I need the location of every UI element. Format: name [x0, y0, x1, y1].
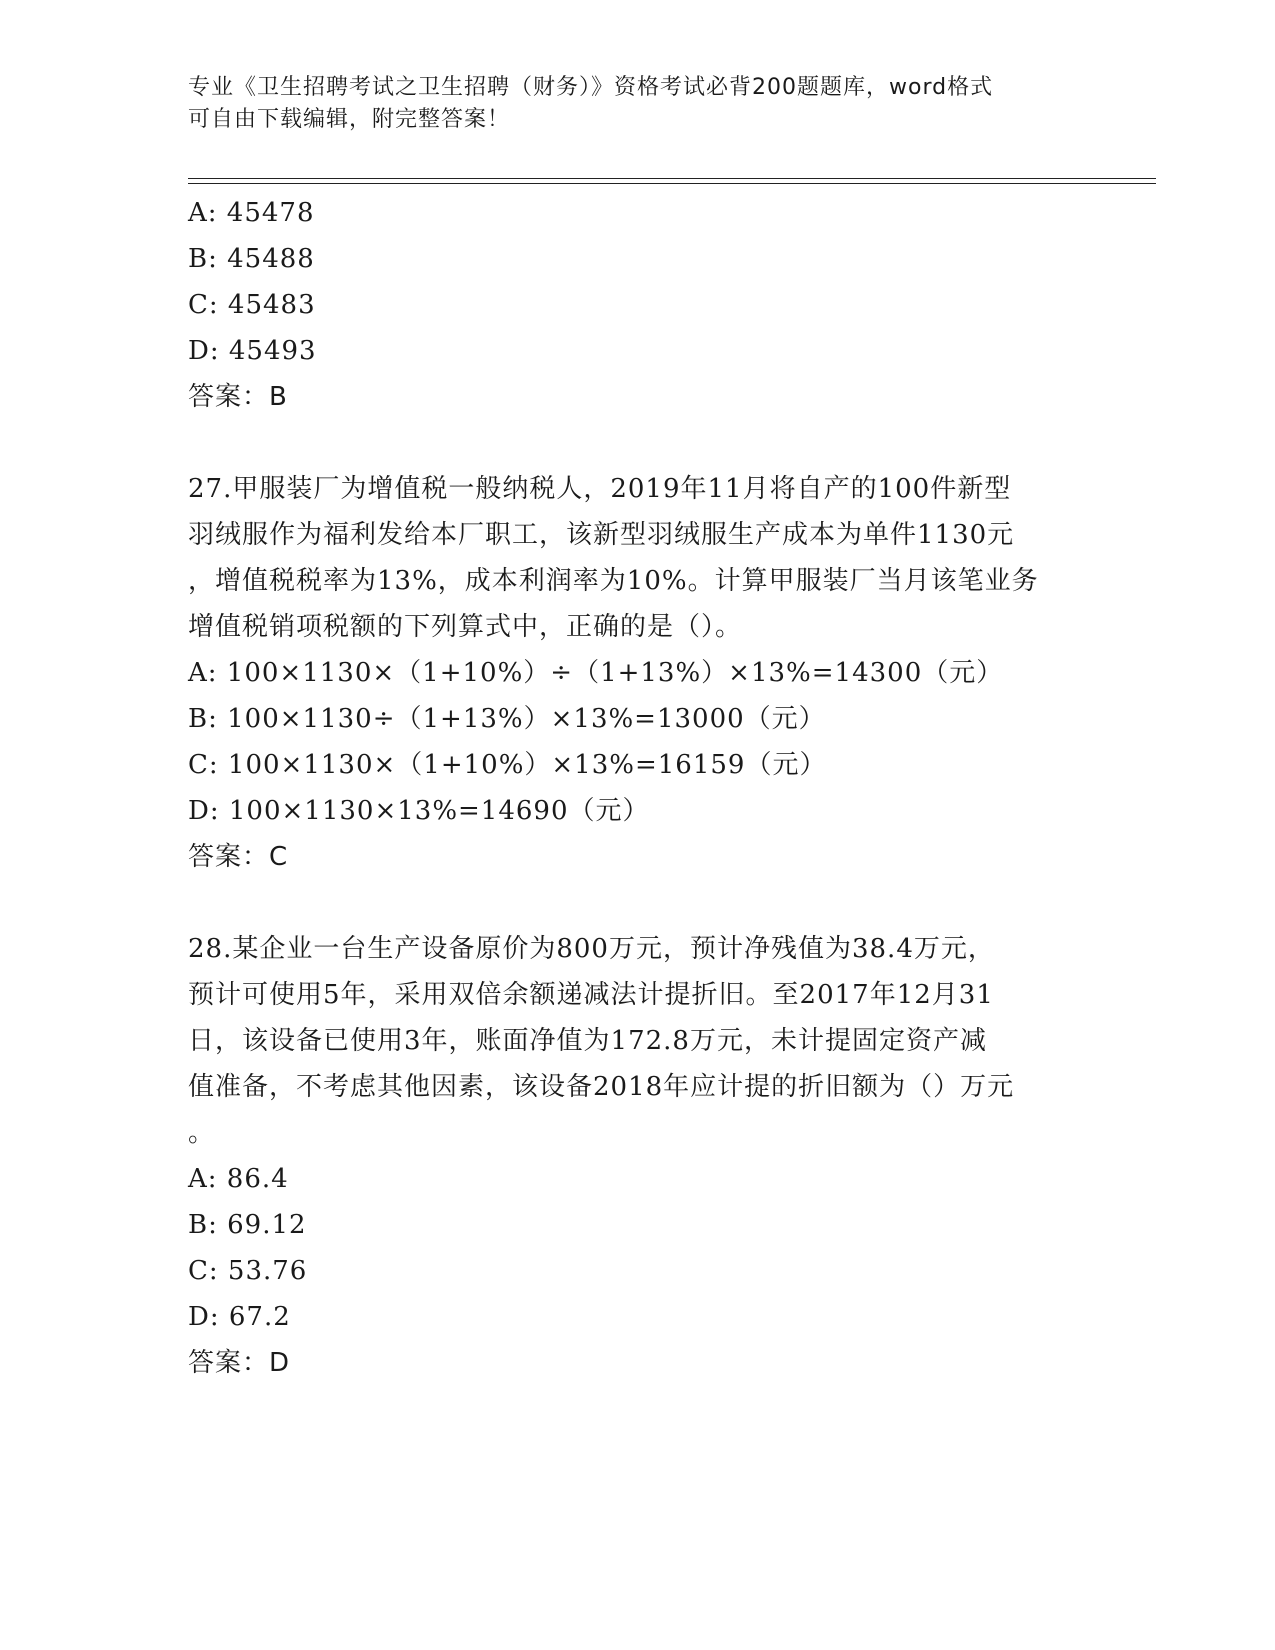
header-divider-top	[188, 178, 1156, 179]
question-28-stem	[188, 926, 1088, 1156]
option-c: C: 53.76	[188, 1256, 308, 1286]
question-28-options	[188, 1156, 1088, 1340]
header-line-1: 专业《卫生招聘考试之卫生招聘（财务）》资格考试必背200题题库，word格式	[188, 75, 994, 100]
question-27-stem	[188, 466, 1088, 650]
spacer	[188, 880, 1088, 926]
question-text-line: 27.甲服装厂为增值税一般纳税人，2019年11月将自产的100件新型	[188, 474, 1012, 504]
question-text-line: 羽绒服作为福利发给本厂职工，该新型羽绒服生产成本为单件1130元	[188, 520, 1015, 550]
question-27-options	[188, 650, 1088, 834]
option-c: C: 100×1130×（1+10%）×13%=16159（元）	[188, 750, 827, 780]
document-header	[188, 72, 1088, 136]
option-b: B: 69.12	[188, 1210, 307, 1240]
option-d: D: 45493	[188, 336, 317, 366]
header-divider-bottom	[188, 183, 1156, 184]
option-b: B: 100×1130÷（1+13%）×13%=13000（元）	[188, 704, 826, 734]
question-text-line: 增值税销项税额的下列算式中，正确的是（）。	[188, 612, 743, 642]
question-text-line: 28.某企业一台生产设备原价为800万元，预计净残值为38.4万元，	[188, 934, 995, 964]
question-text-line: ，增值税税率为13%，成本利润率为10%。计算甲服装厂当月该笔业务	[188, 566, 1039, 596]
question-text-line: 值准备，不考虑其他因素，该设备2018年应计提的折旧额为（）万元	[188, 1072, 1015, 1102]
option-a: A: 86.4	[188, 1164, 289, 1194]
question-content	[188, 190, 1088, 1386]
question-26-options	[188, 190, 1088, 374]
option-a: A: 100×1130×（1+10%）÷（1+13%）×13%=14300（元）	[188, 658, 1004, 688]
option-d: D: 67.2	[188, 1302, 291, 1332]
question-28-answer: 答案：D	[188, 1348, 291, 1378]
question-text-line: 预计可使用5年，采用双倍余额递减法计提折旧。至2017年12月31	[188, 980, 994, 1010]
question-text-line: 。	[188, 1118, 216, 1148]
option-d: D: 100×1130×13%=14690（元）	[188, 796, 650, 826]
option-c: C: 45483	[188, 290, 316, 320]
header-line-2: 可自由下载编辑，附完整答案！	[188, 107, 511, 132]
question-text-line: 日，该设备已使用3年，账面净值为172.8万元，未计提固定资产减	[188, 1026, 987, 1056]
option-a: A: 45478	[188, 198, 315, 228]
question-26-answer: 答案：B	[188, 382, 288, 412]
question-27-answer: 答案：C	[188, 842, 289, 872]
spacer	[188, 420, 1088, 466]
option-b: B: 45488	[188, 244, 315, 274]
